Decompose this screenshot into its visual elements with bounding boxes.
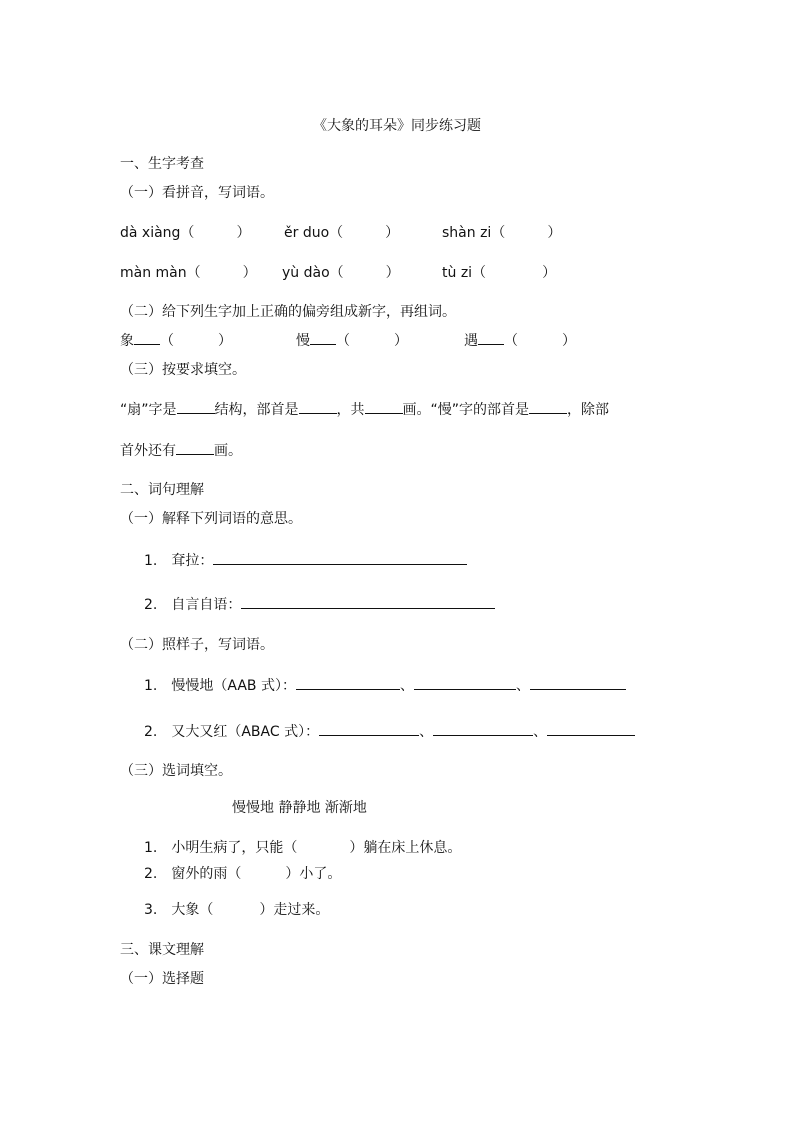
pinyin-item: màn màn（ ） — [120, 265, 257, 281]
word-bank: 慢慢地 静静地 渐渐地 — [232, 800, 367, 816]
answer-blank[interactable] — [299, 399, 337, 414]
question-label: （二）给下列生字加上正确的偏旁组成新字，再组词。 — [120, 304, 456, 320]
list-item: 1. 慢慢地（AAB 式）： 、 、 — [144, 675, 626, 696]
list-item: 3. 大象（ ）走过来。 — [144, 902, 330, 918]
question-label: （一）选择题 — [120, 971, 204, 987]
answer-blank[interactable] — [530, 675, 626, 690]
answer-blank[interactable] — [478, 330, 504, 345]
list-item: 1. 耷拉： — [144, 550, 467, 571]
answer-blank[interactable] — [319, 721, 419, 736]
list-item: 2. 又大又红（ABAC 式）： 、 、 — [144, 721, 635, 742]
question-label: （一）解释下列词语的意思。 — [120, 511, 302, 527]
answer-blank[interactable] — [213, 550, 467, 565]
list-item: 2. 自言自语： — [144, 594, 495, 615]
radical-item: 象 （ ） — [120, 330, 232, 351]
list-item: 1. 小明生病了，只能（ ）躺在床上休息。 — [144, 840, 462, 856]
question-label: （一）看拼音，写词语。 — [120, 185, 274, 201]
section-heading: 一、生字考查 — [120, 156, 204, 172]
fill-line: “扇”字是 结构，部首是 ，共 画。“慢”字的部首是 ，除部 — [120, 399, 609, 420]
pinyin-item: shàn zi（ ） — [442, 225, 562, 241]
fill-line: 首外还有 画。 — [120, 440, 242, 461]
pinyin-item: tù zi（ ） — [442, 265, 557, 281]
radical-item: 遇 （ ） — [464, 330, 576, 351]
page-title: 《大象的耳朵》同步练习题 — [313, 118, 481, 134]
list-item: 2. 窗外的雨（ ）小了。 — [144, 866, 342, 882]
answer-blank[interactable] — [134, 330, 160, 345]
answer-blank[interactable] — [296, 675, 400, 690]
answer-blank[interactable] — [529, 399, 567, 414]
answer-blank[interactable] — [547, 721, 635, 736]
answer-blank[interactable] — [176, 440, 214, 455]
section-heading: 三、课文理解 — [120, 942, 204, 958]
question-label: （二）照样子，写词语。 — [120, 637, 274, 653]
pinyin-item: dà xiàng（ ） — [120, 225, 251, 241]
section-heading: 二、词句理解 — [120, 482, 204, 498]
question-label: （三）选词填空。 — [120, 763, 232, 779]
answer-blank[interactable] — [365, 399, 403, 414]
pinyin-item: yù dào（ ） — [282, 265, 400, 281]
answer-blank[interactable] — [310, 330, 336, 345]
pinyin-item: ěr duo（ ） — [284, 225, 400, 241]
radical-item: 慢 （ ） — [296, 330, 408, 351]
answer-blank[interactable] — [414, 675, 516, 690]
answer-blank[interactable] — [177, 399, 215, 414]
question-label: （三）按要求填空。 — [120, 362, 246, 378]
answer-blank[interactable] — [433, 721, 533, 736]
answer-blank[interactable] — [241, 594, 495, 609]
